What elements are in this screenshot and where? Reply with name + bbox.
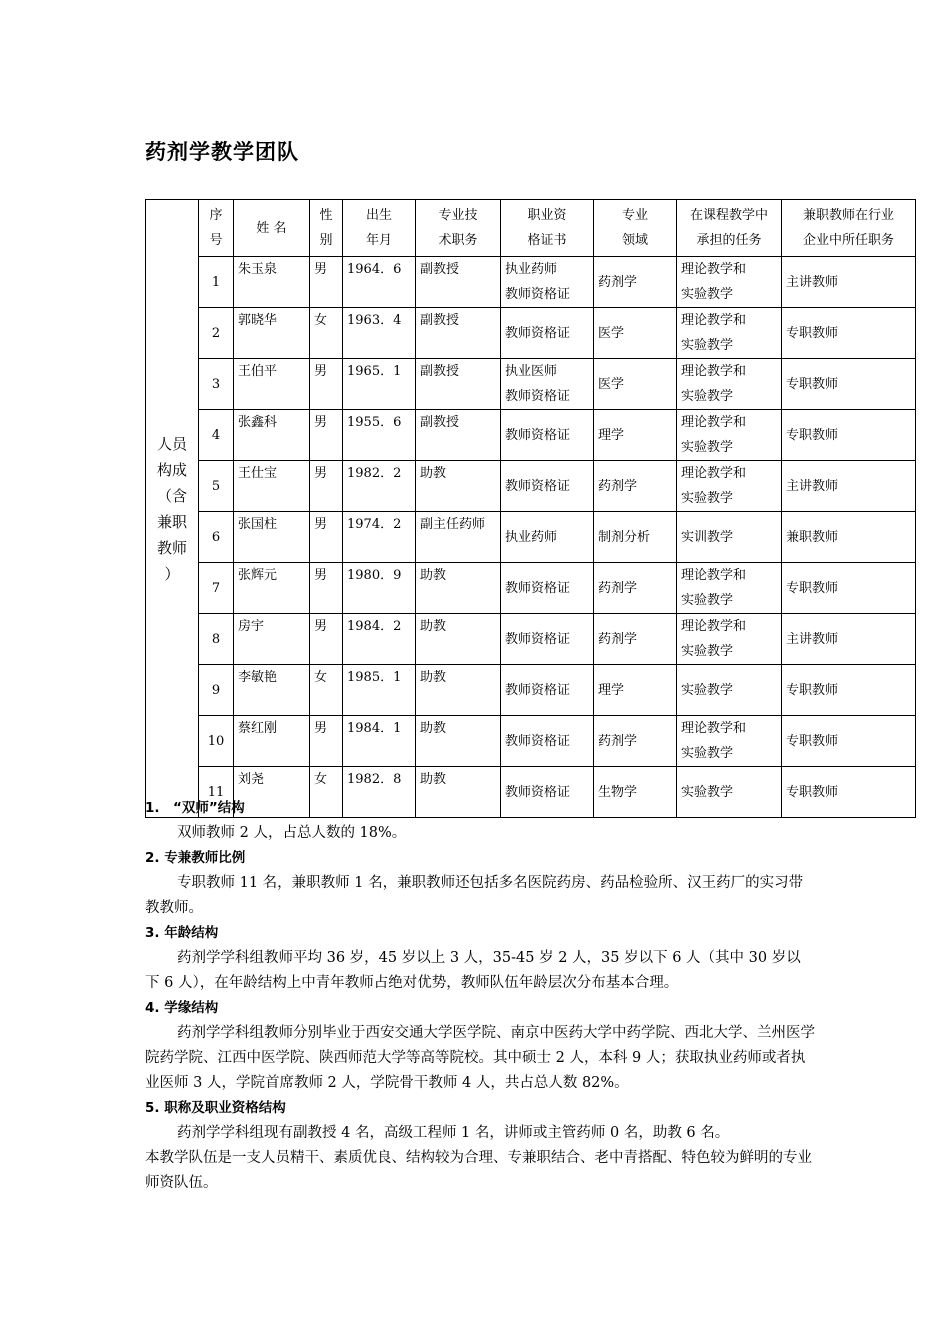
cell-role: 专职教师 bbox=[782, 308, 916, 359]
table-header-row bbox=[146, 200, 916, 257]
cell-role: 主讲教师 bbox=[782, 614, 916, 665]
cell-title: 助教 bbox=[416, 665, 501, 716]
cell-title: 副教授 bbox=[416, 410, 501, 461]
column-header-line: 年月 bbox=[365, 233, 392, 248]
table-row bbox=[146, 665, 916, 716]
section-paragraph: 双师教师 2 人，占总人数的 18%。 bbox=[177, 825, 407, 841]
cell-field: 药剂学 bbox=[594, 257, 677, 308]
cell-name: 房宇 bbox=[234, 614, 310, 665]
cell-line: 实验教学 bbox=[681, 593, 734, 608]
cell-name: 王仕宝 bbox=[234, 461, 310, 512]
cell-no: 10 bbox=[199, 716, 234, 767]
cell-field: 药剂学 bbox=[594, 716, 677, 767]
cell-task bbox=[677, 461, 782, 512]
cell-task bbox=[677, 257, 782, 308]
cell-line: 教师资格证 bbox=[505, 733, 571, 749]
cell-field: 理学 bbox=[594, 410, 677, 461]
column-header-line: 兼职教师在行业 bbox=[802, 208, 894, 223]
side-label-line: ） bbox=[164, 564, 180, 583]
column-header bbox=[416, 200, 501, 257]
cell-name: 朱玉泉 bbox=[234, 257, 310, 308]
table-row bbox=[146, 308, 916, 359]
cell-line: 实验教学 bbox=[681, 389, 734, 404]
cell-line: 教师资格证 bbox=[505, 682, 571, 698]
cell-no: 2 bbox=[199, 308, 234, 359]
column-header-line: 性 bbox=[319, 208, 333, 223]
cell-line: 教师资格证 bbox=[505, 287, 571, 302]
cell-name: 王伯平 bbox=[234, 359, 310, 410]
cell-gender: 女 bbox=[310, 308, 343, 359]
cell-line: 实验教学 bbox=[681, 784, 734, 800]
cell-birth: 1980．9 bbox=[343, 563, 416, 614]
side-label-line: 构成 bbox=[156, 460, 187, 479]
cell-gender: 男 bbox=[310, 359, 343, 410]
cell-name: 刘尧 bbox=[234, 767, 310, 818]
cell-line: 理论教学和 bbox=[681, 619, 747, 634]
cell-birth: 1964．6 bbox=[343, 257, 416, 308]
cell-field: 医学 bbox=[594, 308, 677, 359]
cell-gender: 男 bbox=[310, 716, 343, 767]
cell-birth: 1985．1 bbox=[343, 665, 416, 716]
column-header bbox=[310, 200, 343, 257]
section-paragraph: 药剂学学科组现有副教授 4 名，高级工程师 1 名，讲师或主管药师 0 名，助教 6 名。 bbox=[177, 1125, 730, 1141]
cell-field: 理学 bbox=[594, 665, 677, 716]
column-header-line: 职业资 bbox=[527, 208, 567, 223]
cell-role: 专职教师 bbox=[782, 767, 916, 818]
cell-cert bbox=[501, 716, 594, 767]
cell-no: 6 bbox=[199, 512, 234, 563]
cell-name: 蔡红刚 bbox=[234, 716, 310, 767]
section-heading: 1. “双师”结构 bbox=[145, 800, 245, 816]
column-header-line: 术职务 bbox=[438, 233, 478, 248]
section-paragraph: 药剂学学科组教师分别毕业于西安交通大学医学院、南京中医药大学中药学院、西北大学、兰州医学院药学院、江西中医学院、陕西师范大学等高等院校。其中硕士 2 人，本科 9 人；获取执业药师或者执业医师 3 人，学院首席教师 2 人，学院骨干教师 4 人，共占总人数 82%。 bbox=[145, 1025, 815, 1091]
cell-line: 理论教学和 bbox=[681, 415, 747, 430]
cell-field: 药剂学 bbox=[594, 461, 677, 512]
cell-line: 实验教学 bbox=[681, 644, 734, 659]
cell-line: 教师资格证 bbox=[505, 389, 571, 404]
cell-task bbox=[677, 359, 782, 410]
cell-gender: 男 bbox=[310, 563, 343, 614]
cell-line: 实训教学 bbox=[681, 529, 734, 545]
cell-role: 专职教师 bbox=[782, 410, 916, 461]
cell-no: 5 bbox=[199, 461, 234, 512]
cell-role: 主讲教师 bbox=[782, 461, 916, 512]
cell-title: 副教授 bbox=[416, 257, 501, 308]
section-paragraph: 专职教师 11 名，兼职教师 1 名，兼职教师还包括多名医院药房、药品检验所、汉王药厂的实习带教教师。 bbox=[145, 875, 804, 916]
cell-birth: 1965．1 bbox=[343, 359, 416, 410]
cell-task bbox=[677, 614, 782, 665]
section-paragraph: 药剂学学科组教师平均 36 岁，45 岁以上 3 人，35-45 岁 2 人，35 岁以下 6 人（其中 30 岁以下 6 人），在年龄结构上中青年教师占绝对优势，教师队伍年龄层次分布基本合理。 bbox=[145, 950, 801, 991]
cell-cert bbox=[501, 461, 594, 512]
table-row bbox=[146, 563, 916, 614]
cell-title: 助教 bbox=[416, 716, 501, 767]
cell-line: 教师资格证 bbox=[505, 478, 571, 494]
table-row bbox=[146, 257, 916, 308]
cell-line: 实验教学 bbox=[681, 287, 734, 302]
cell-cert bbox=[501, 359, 594, 410]
table-row bbox=[146, 716, 916, 767]
section-heading: 5. 职称及职业资格结构 bbox=[145, 1100, 286, 1116]
cell-field: 医学 bbox=[594, 359, 677, 410]
cell-birth: 1982．8 bbox=[343, 767, 416, 818]
table-row bbox=[146, 512, 916, 563]
cell-name: 张鑫科 bbox=[234, 410, 310, 461]
column-header bbox=[234, 200, 310, 257]
cell-name: 张国柱 bbox=[234, 512, 310, 563]
cell-title: 助教 bbox=[416, 461, 501, 512]
cell-field: 药剂学 bbox=[594, 563, 677, 614]
cell-title: 副主任药师 bbox=[416, 512, 501, 563]
cell-cert bbox=[501, 308, 594, 359]
cell-line: 理论教学和 bbox=[681, 364, 747, 379]
section-heading: 2. 专兼教师比例 bbox=[145, 850, 246, 866]
cell-line: 实验教学 bbox=[681, 746, 734, 761]
cell-gender: 男 bbox=[310, 410, 343, 461]
cell-line: 教师资格证 bbox=[505, 580, 571, 596]
column-header-line: 领域 bbox=[621, 233, 648, 248]
cell-title: 助教 bbox=[416, 614, 501, 665]
cell-cert bbox=[501, 614, 594, 665]
column-header bbox=[594, 200, 677, 257]
column-header-line: 专业技 bbox=[438, 208, 478, 223]
column-header bbox=[199, 200, 234, 257]
cell-line: 实验教学 bbox=[681, 440, 734, 455]
cell-line: 理论教学和 bbox=[681, 568, 747, 583]
column-header-line: 出生 bbox=[365, 208, 392, 223]
cell-title: 副教授 bbox=[416, 359, 501, 410]
cell-no: 11 bbox=[199, 767, 234, 818]
column-header bbox=[677, 200, 782, 257]
cell-task bbox=[677, 716, 782, 767]
cell-role: 专职教师 bbox=[782, 359, 916, 410]
cell-line: 理论教学和 bbox=[681, 721, 747, 736]
side-label bbox=[146, 200, 199, 818]
cell-no: 4 bbox=[199, 410, 234, 461]
cell-line: 实验教学 bbox=[681, 491, 734, 506]
cell-line: 理论教学和 bbox=[681, 313, 747, 328]
cell-line: 执业医师 bbox=[505, 364, 558, 379]
cell-birth: 1984．1 bbox=[343, 716, 416, 767]
cell-line: 理论教学和 bbox=[681, 466, 747, 481]
column-header-line: 企业中所任职务 bbox=[802, 233, 894, 248]
column-header-line: 姓 名 bbox=[256, 220, 287, 236]
cell-line: 教师资格证 bbox=[505, 325, 571, 341]
column-header-line: 专业 bbox=[621, 208, 648, 223]
column-header-line: 承担的任务 bbox=[696, 233, 762, 248]
cell-task bbox=[677, 308, 782, 359]
column-header bbox=[343, 200, 416, 257]
side-label-line: （含 bbox=[156, 486, 187, 505]
cell-line: 教师资格证 bbox=[505, 784, 571, 800]
column-header-line: 格证书 bbox=[527, 233, 567, 248]
cell-birth: 1982．2 bbox=[343, 461, 416, 512]
cell-name: 李敏艳 bbox=[234, 665, 310, 716]
column-header-line: 号 bbox=[209, 233, 223, 248]
cell-line: 执业药师 bbox=[505, 262, 558, 277]
cell-line: 教师资格证 bbox=[505, 631, 571, 647]
cell-cert bbox=[501, 410, 594, 461]
cell-no: 3 bbox=[199, 359, 234, 410]
page-title: 药剂学教学团队 bbox=[145, 140, 299, 164]
cell-cert bbox=[501, 512, 594, 563]
side-label-line: 人员 bbox=[156, 434, 187, 453]
column-header-line: 在课程教学中 bbox=[689, 208, 768, 223]
cell-birth: 1963．4 bbox=[343, 308, 416, 359]
table-row bbox=[146, 461, 916, 512]
cell-role: 专职教师 bbox=[782, 716, 916, 767]
cell-field: 药剂学 bbox=[594, 614, 677, 665]
cell-title: 副教授 bbox=[416, 308, 501, 359]
cell-gender: 男 bbox=[310, 257, 343, 308]
cell-cert bbox=[501, 563, 594, 614]
table-row bbox=[146, 614, 916, 665]
cell-task bbox=[677, 665, 782, 716]
cell-no: 8 bbox=[199, 614, 234, 665]
side-label-line: 教师 bbox=[156, 538, 187, 557]
cell-name: 张辉元 bbox=[234, 563, 310, 614]
cell-gender: 女 bbox=[310, 665, 343, 716]
column-header-line: 别 bbox=[319, 233, 333, 248]
cell-role: 专职教师 bbox=[782, 665, 916, 716]
cell-line: 实验教学 bbox=[681, 338, 734, 353]
cell-line: 理论教学和 bbox=[681, 262, 747, 277]
section-heading: 4. 学缘结构 bbox=[145, 1000, 219, 1016]
cell-field: 制剂分析 bbox=[594, 512, 677, 563]
cell-no: 7 bbox=[199, 563, 234, 614]
cell-line: 教师资格证 bbox=[505, 427, 571, 443]
cell-task bbox=[677, 410, 782, 461]
cell-birth: 1955．6 bbox=[343, 410, 416, 461]
table-row bbox=[146, 410, 916, 461]
cell-role: 专职教师 bbox=[782, 563, 916, 614]
column-header-line: 序 bbox=[209, 208, 223, 223]
cell-line: 实验教学 bbox=[681, 682, 734, 698]
cell-task bbox=[677, 563, 782, 614]
column-header bbox=[782, 200, 916, 257]
cell-title: 助教 bbox=[416, 563, 501, 614]
section-heading: 3. 年龄结构 bbox=[145, 925, 219, 941]
section-paragraph: 本教学队伍是一支人员精干、素质优良、结构较为合理、专兼职结合、老中青搭配、特色较为鲜明的专业师资队伍。 bbox=[145, 1150, 812, 1191]
cell-cert bbox=[501, 257, 594, 308]
cell-gender: 男 bbox=[310, 614, 343, 665]
cell-task bbox=[677, 512, 782, 563]
cell-title: 助教 bbox=[416, 767, 501, 818]
table-row bbox=[146, 359, 916, 410]
cell-gender: 男 bbox=[310, 512, 343, 563]
cell-role: 主讲教师 bbox=[782, 257, 916, 308]
cell-gender: 女 bbox=[310, 767, 343, 818]
sections bbox=[145, 796, 815, 1196]
cell-no: 1 bbox=[199, 257, 234, 308]
cell-birth: 1974．2 bbox=[343, 512, 416, 563]
cell-gender: 男 bbox=[310, 461, 343, 512]
cell-field: 生物学 bbox=[594, 767, 677, 818]
cell-name: 郭晓华 bbox=[234, 308, 310, 359]
staff-table bbox=[145, 199, 916, 818]
cell-line: 执业药师 bbox=[505, 529, 558, 545]
cell-no: 9 bbox=[199, 665, 234, 716]
cell-role: 兼职教师 bbox=[782, 512, 916, 563]
side-label-line: 兼职 bbox=[156, 512, 187, 531]
column-header bbox=[501, 200, 594, 257]
cell-cert bbox=[501, 665, 594, 716]
cell-birth: 1984．2 bbox=[343, 614, 416, 665]
